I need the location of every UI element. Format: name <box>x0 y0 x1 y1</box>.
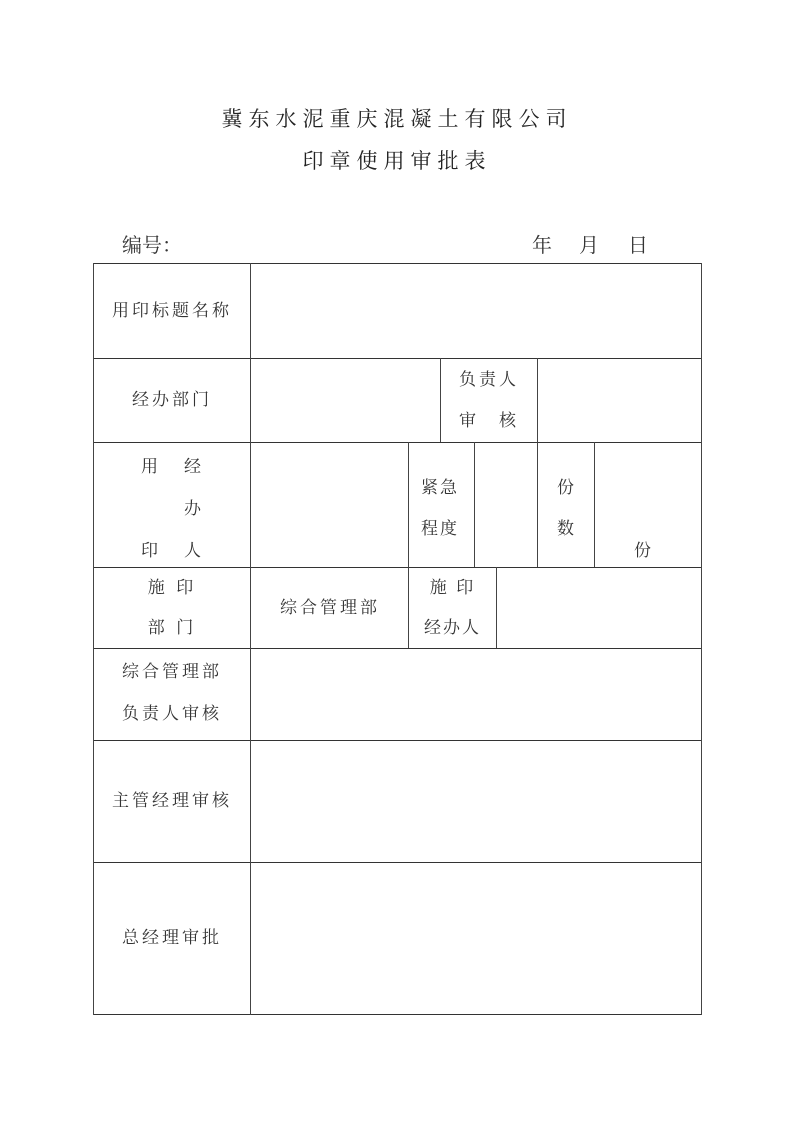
cell-divider <box>474 442 475 567</box>
sealing-handler-field[interactable] <box>498 569 700 647</box>
urgency-field[interactable] <box>476 444 536 566</box>
urgency-label-2: 程度 <box>421 519 459 539</box>
sealing-department-label-1: 施 印 <box>147 577 197 598</box>
date-day-label: 日 <box>628 233 648 257</box>
company-title: 冀东水泥重庆混凝土有限公司 <box>221 107 573 131</box>
seal-title-field[interactable] <box>252 265 700 357</box>
department-head-review-label-1: 负责人 <box>459 369 519 390</box>
form-title: 印章使用审批表 <box>302 149 492 173</box>
table-border-bottom <box>93 1014 702 1015</box>
seal-user-label-ban: 办 <box>184 499 201 519</box>
supervising-manager-review-label: 主管经理审核 <box>112 791 232 811</box>
sealing-handler-label-1: 施 印 <box>429 577 476 598</box>
seal-user-label-yong: 用 <box>141 457 158 477</box>
urgency-label-1: 紧急 <box>421 478 459 498</box>
department-head-review-label-2: 审 核 <box>459 410 519 431</box>
date-year-label: 年 <box>532 233 552 257</box>
cell-divider <box>594 442 595 567</box>
seal-user-label-ren: 人 <box>184 541 201 561</box>
copies-unit: 份 <box>634 541 651 561</box>
copies-label-1: 份 <box>557 478 574 498</box>
seal-user-field[interactable] <box>252 444 407 566</box>
row-divider <box>93 442 702 443</box>
number-label: 编号： <box>122 233 182 257</box>
date-month-label: 月 <box>579 233 599 257</box>
cell-divider <box>408 442 409 567</box>
seal-user-label-yin: 印 <box>141 541 158 561</box>
admin-head-review-label-1: 综合管理部 <box>122 662 222 682</box>
sealing-department-value[interactable]: 综合管理部 <box>280 597 380 618</box>
label-column-divider <box>250 263 251 1015</box>
sealing-department-label-2: 部 门 <box>147 617 197 638</box>
cell-divider <box>537 358 538 442</box>
supervising-manager-review-field[interactable] <box>252 742 700 861</box>
sealing-handler-label-2: 经办人 <box>424 617 481 638</box>
admin-head-review-field[interactable] <box>252 650 700 739</box>
general-manager-approval-label: 总经理审批 <box>122 928 222 948</box>
general-manager-approval-field[interactable] <box>252 864 700 1013</box>
department-head-review-field[interactable] <box>539 360 700 441</box>
copies-label-2: 数 <box>557 519 574 539</box>
cell-divider <box>496 567 497 648</box>
seal-user-label-jing: 经 <box>184 457 201 477</box>
seal-title-label: 用印标题名称 <box>112 300 232 321</box>
handling-department-label: 经办部门 <box>132 390 212 410</box>
handling-department-field[interactable] <box>252 360 439 441</box>
cell-divider <box>537 442 538 567</box>
table-border-right <box>701 263 702 1015</box>
admin-head-review-label-2: 负责人审核 <box>122 704 222 724</box>
